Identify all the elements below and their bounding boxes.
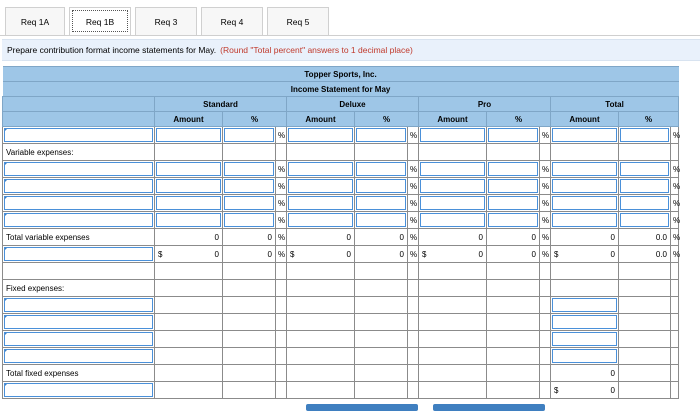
amount-input[interactable] <box>287 212 355 229</box>
amount-input[interactable] <box>155 127 223 144</box>
amount-input[interactable] <box>551 212 619 229</box>
pro-amount: 0 <box>419 229 487 246</box>
tab-req-3[interactable]: Req 3 <box>135 7 197 35</box>
percent-sign: % <box>671 195 679 212</box>
deluxe-percent: 0 <box>355 246 408 263</box>
col-amount: Amount <box>419 112 487 127</box>
percent-sign: % <box>540 195 551 212</box>
percent-sign: % <box>408 212 419 229</box>
label-input[interactable] <box>3 331 155 348</box>
col-percent: % <box>619 112 679 127</box>
total-variable-label: Total variable expenses <box>3 229 155 246</box>
table-row <box>3 297 679 314</box>
group-deluxe: Deluxe <box>287 97 419 112</box>
percent-sign: % <box>540 229 551 246</box>
dollar-sign: $ <box>554 385 559 395</box>
pro-percent: 0 <box>487 229 540 246</box>
total-variable-row <box>3 229 679 246</box>
total-fixed-amount: 0 <box>551 365 619 382</box>
percent-input[interactable] <box>619 212 671 229</box>
amount-input[interactable] <box>155 195 223 212</box>
amount-input[interactable] <box>287 195 355 212</box>
percent-sign: % <box>276 246 287 263</box>
percent-input[interactable] <box>619 178 671 195</box>
amount-input[interactable] <box>287 178 355 195</box>
group-pro: Pro <box>419 97 551 112</box>
group-standard: Standard <box>155 97 287 112</box>
percent-sign: % <box>276 229 287 246</box>
percent-input[interactable] <box>487 178 540 195</box>
standard-amount: $ 0 <box>155 246 223 263</box>
dollar-sign: $ <box>554 249 559 259</box>
percent-input[interactable] <box>487 195 540 212</box>
percent-input[interactable] <box>223 127 276 144</box>
label-input[interactable] <box>3 178 155 195</box>
tab-bar <box>5 7 329 35</box>
percent-sign: % <box>671 212 679 229</box>
instruction-note: (Round "Total percent" answers to 1 decimal place) <box>220 45 413 55</box>
percent-input[interactable] <box>355 212 408 229</box>
table-row <box>3 331 679 348</box>
label-input[interactable] <box>3 348 155 365</box>
tab-req-1b[interactable]: Req 1B <box>69 7 131 35</box>
amount-input[interactable] <box>551 314 619 331</box>
table-row <box>3 144 679 161</box>
percent-sign: % <box>671 178 679 195</box>
percent-sign: % <box>540 161 551 178</box>
amount-input[interactable] <box>551 331 619 348</box>
table-row <box>3 127 679 144</box>
col-percent: % <box>355 112 419 127</box>
percent-input[interactable] <box>223 212 276 229</box>
amount-input[interactable] <box>419 161 487 178</box>
percent-input[interactable] <box>619 127 671 144</box>
amount-input[interactable] <box>551 127 619 144</box>
table-row <box>3 195 679 212</box>
amount-input[interactable] <box>155 212 223 229</box>
label-input[interactable] <box>3 212 155 229</box>
total-amount: 0 <box>551 229 619 246</box>
col-percent: % <box>487 112 551 127</box>
percent-sign: % <box>540 246 551 263</box>
pro-percent: 0 <box>487 246 540 263</box>
col-percent: % <box>223 112 287 127</box>
percent-sign: % <box>276 161 287 178</box>
contribution-row <box>3 246 679 263</box>
label-input[interactable] <box>3 297 155 314</box>
percent-sign: % <box>276 178 287 195</box>
table-row <box>3 161 679 178</box>
percent-input[interactable] <box>487 127 540 144</box>
group-total: Total <box>551 97 679 112</box>
col-amount: Amount <box>155 112 223 127</box>
percent-input[interactable] <box>487 212 540 229</box>
amount-input[interactable] <box>551 195 619 212</box>
total-percent: 0.0 <box>619 229 671 246</box>
percent-input[interactable] <box>619 161 671 178</box>
total-amount: $ 0 <box>551 246 619 263</box>
amount-input[interactable] <box>287 161 355 178</box>
statement-title: Income Statement for May <box>3 82 679 97</box>
label-input[interactable] <box>3 161 155 178</box>
label-input[interactable] <box>3 195 155 212</box>
income-statement-table <box>2 66 679 399</box>
next-button[interactable] <box>433 404 545 411</box>
percent-sign: % <box>408 195 419 212</box>
amount-input[interactable] <box>419 178 487 195</box>
percent-input[interactable] <box>355 195 408 212</box>
label-input[interactable] <box>3 127 155 144</box>
percent-sign: % <box>408 229 419 246</box>
table-row <box>3 348 679 365</box>
total-percent: 0.0 <box>619 246 671 263</box>
tab-req-4[interactable]: Req 4 <box>201 7 263 35</box>
col-amount: Amount <box>551 112 619 127</box>
table-row <box>3 263 679 280</box>
percent-sign: % <box>671 229 679 246</box>
percent-sign: % <box>671 161 679 178</box>
table-row <box>3 212 679 229</box>
tab-req-5[interactable]: Req 5 <box>267 7 329 35</box>
table-row <box>3 314 679 331</box>
fixed-expenses-label: Fixed expenses: <box>3 280 155 297</box>
percent-sign: % <box>540 212 551 229</box>
amount-input[interactable] <box>551 178 619 195</box>
instruction-banner <box>2 39 700 61</box>
col-amount: Amount <box>287 112 355 127</box>
percent-input[interactable] <box>355 161 408 178</box>
pro-amount: $ 0 <box>419 246 487 263</box>
amount-input[interactable] <box>551 297 619 314</box>
percent-sign: % <box>276 212 287 229</box>
company-name: Topper Sports, Inc. <box>3 67 679 82</box>
percent-sign: % <box>540 127 551 144</box>
tab-divider <box>0 35 700 36</box>
deluxe-percent: 0 <box>355 229 408 246</box>
percent-sign: % <box>276 127 287 144</box>
net-income-row <box>3 382 679 399</box>
instruction-text: Prepare contribution format income statements for May. <box>7 45 217 55</box>
percent-sign: % <box>276 195 287 212</box>
total-fixed-label: Total fixed expenses <box>3 365 155 382</box>
percent-sign: % <box>540 178 551 195</box>
percent-input[interactable] <box>355 127 408 144</box>
variable-expenses-label: Variable expenses: <box>3 144 155 161</box>
percent-input[interactable] <box>355 178 408 195</box>
net-income-amount: $ 0 <box>551 382 619 399</box>
amount-input[interactable] <box>155 178 223 195</box>
dollar-sign: $ <box>290 249 295 259</box>
dollar-sign: $ <box>158 249 163 259</box>
amount-input[interactable] <box>419 212 487 229</box>
label-input[interactable] <box>3 314 155 331</box>
percent-input[interactable] <box>223 161 276 178</box>
percent-input[interactable] <box>223 195 276 212</box>
dollar-sign: $ <box>422 249 427 259</box>
percent-sign: % <box>408 246 419 263</box>
prev-button[interactable] <box>306 404 418 411</box>
label-input[interactable] <box>3 382 155 399</box>
percent-sign: % <box>408 161 419 178</box>
table-row <box>3 280 679 297</box>
amount-input[interactable] <box>155 161 223 178</box>
amount-input[interactable] <box>287 127 355 144</box>
standard-percent: 0 <box>223 229 276 246</box>
percent-sign: % <box>408 127 419 144</box>
label-input[interactable] <box>3 246 155 263</box>
deluxe-amount: 0 <box>287 229 355 246</box>
percent-input[interactable] <box>487 161 540 178</box>
percent-input[interactable] <box>223 178 276 195</box>
amount-input[interactable] <box>551 161 619 178</box>
percent-input[interactable] <box>619 195 671 212</box>
total-fixed-row <box>3 365 679 382</box>
standard-amount: 0 <box>155 229 223 246</box>
amount-input[interactable] <box>419 195 487 212</box>
tab-req-1a[interactable]: Req 1A <box>5 7 65 35</box>
table-row <box>3 178 679 195</box>
percent-sign: % <box>408 178 419 195</box>
deluxe-amount: $ 0 <box>287 246 355 263</box>
standard-percent: 0 <box>223 246 276 263</box>
amount-input[interactable] <box>551 348 619 365</box>
percent-sign: % <box>671 127 679 144</box>
percent-sign: % <box>671 246 679 263</box>
amount-input[interactable] <box>419 127 487 144</box>
